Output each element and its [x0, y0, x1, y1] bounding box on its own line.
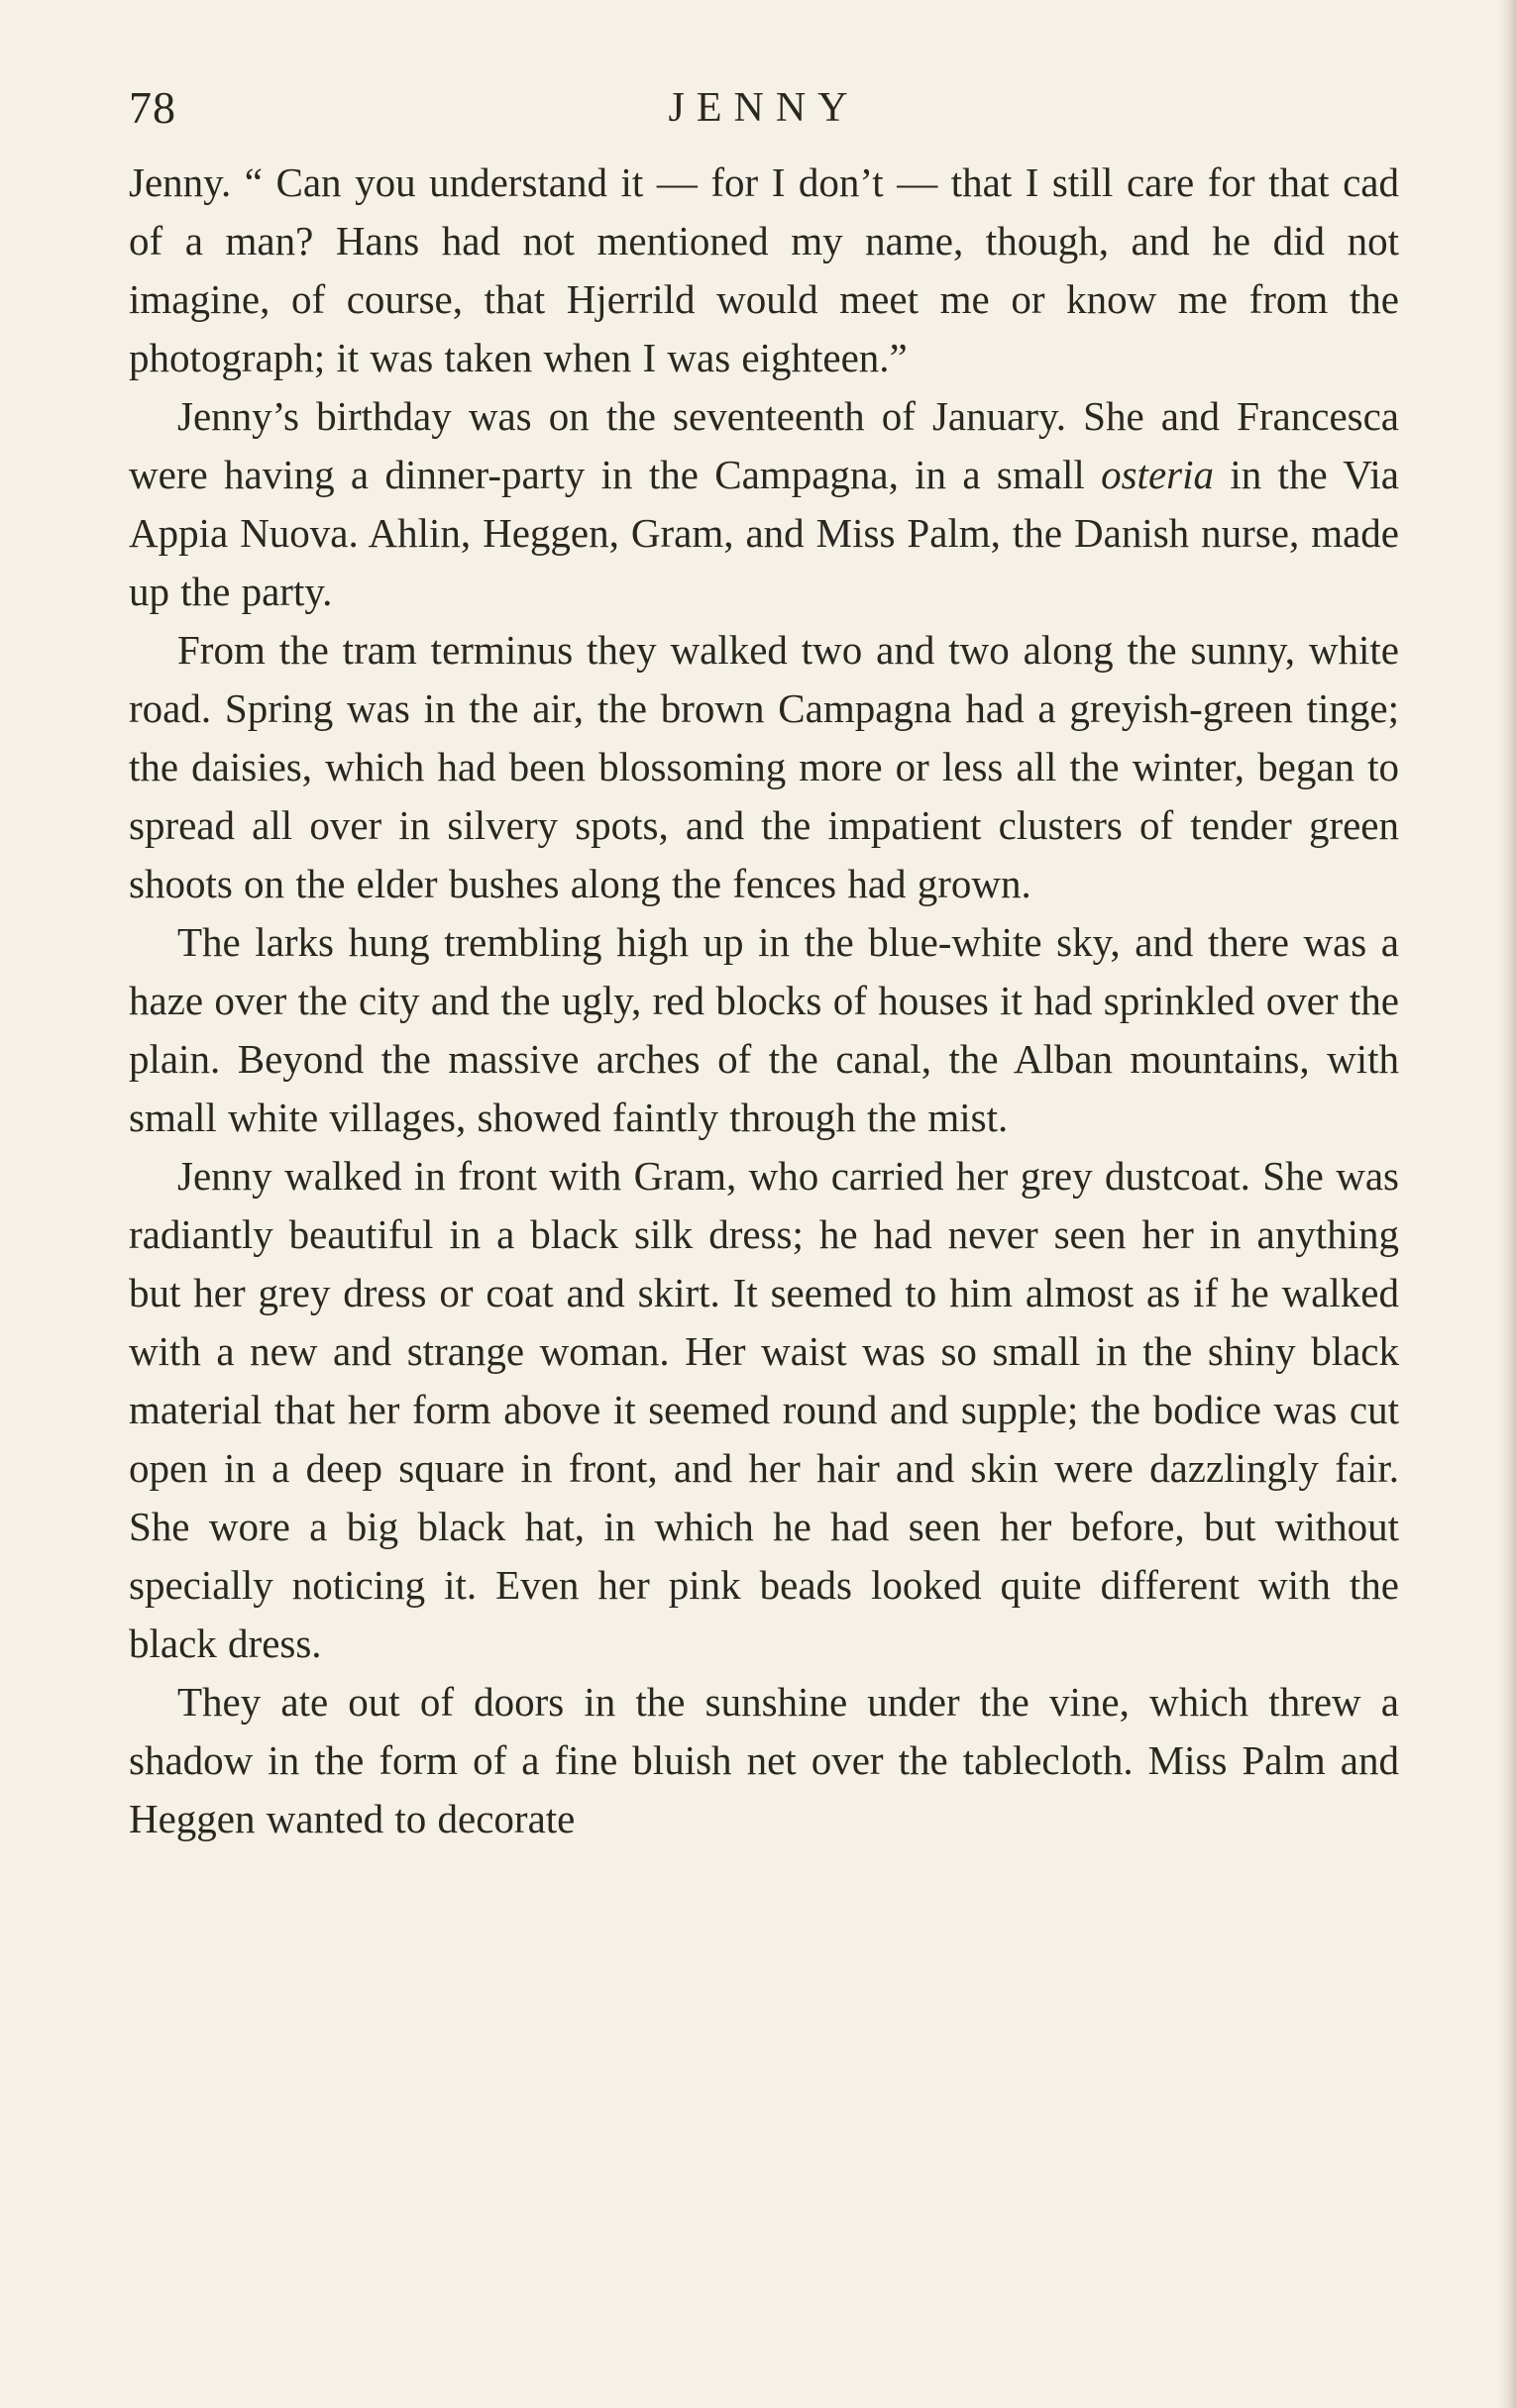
paragraph-3: From the tram terminus they walked two and two along the sunny, white road. Spring was in the air, the brown Campagna had a greyish-green tinge; the daisies, which had been blossoming more or less all the winter, began to spread all over in silvery spots, and the impatient clusters of tender green shoots on the elder bushes along the fences had grown. — [129, 627, 1399, 906]
italic-word-osteria: osteria — [1101, 452, 1214, 497]
paragraph-6: They ate out of doors in the sunshine under the vine, which threw a shadow in the form of a fine bluish net over the tablecloth. Miss Palm and Heggen wanted to decorate — [129, 1679, 1399, 1841]
paragraph-5: Jenny walked in front with Gram, who carried her grey dustcoat. She was radiantly beautiful in a black silk dress; he had never seen her in anything but her grey dress or coat and skirt. It seemed to him almost as if he walked with a new and strange woman. Her waist was so small in the shiny black material that her form above it seemed round and supple; the bodice was cut open in a deep square in front, and her hair and skin were dazzlingly fair. She wore a big black hat, in which he had seen her before, but without specially noticing it. Even her pink beads looked quite different with the black dress. — [129, 1153, 1399, 1666]
paragraph-2-text-b: in the Via Appia Nuova. Ahlin, Heggen, Gram, and Miss Palm, the Danish nurse, made up the party. — [129, 452, 1399, 614]
page-number: 78 — [129, 82, 176, 133]
body-text — [129, 154, 1399, 1848]
page-edge-shadow — [1498, 0, 1516, 2408]
running-title: JENNY — [668, 85, 860, 131]
paragraph-1: Jenny. “ Can you understand it — for I don’t — that I still care for that cad of a man? Hans had not mentioned my name, though, and he did not imagine, of course, that Hjerrild would meet me or know me from the photograph; it was taken when I was eighteen.” — [129, 159, 1399, 380]
page-header — [129, 73, 1399, 143]
paragraph-2 — [129, 387, 1399, 621]
paragraph-2-text-a: Jenny’s birthday was on the seventeenth of January. She and Francesca were having a dinner-party in the Campagna, in a small — [129, 393, 1399, 497]
paragraph-4: The larks hung trembling high up in the blue-white sky, and there was a haze over the city and the ugly, red blocks of houses it had sprinkled over the plain. Beyond the massive arches of the canal, the Alban mountains, with small white villages, showed faintly through the mist. — [129, 919, 1399, 1140]
